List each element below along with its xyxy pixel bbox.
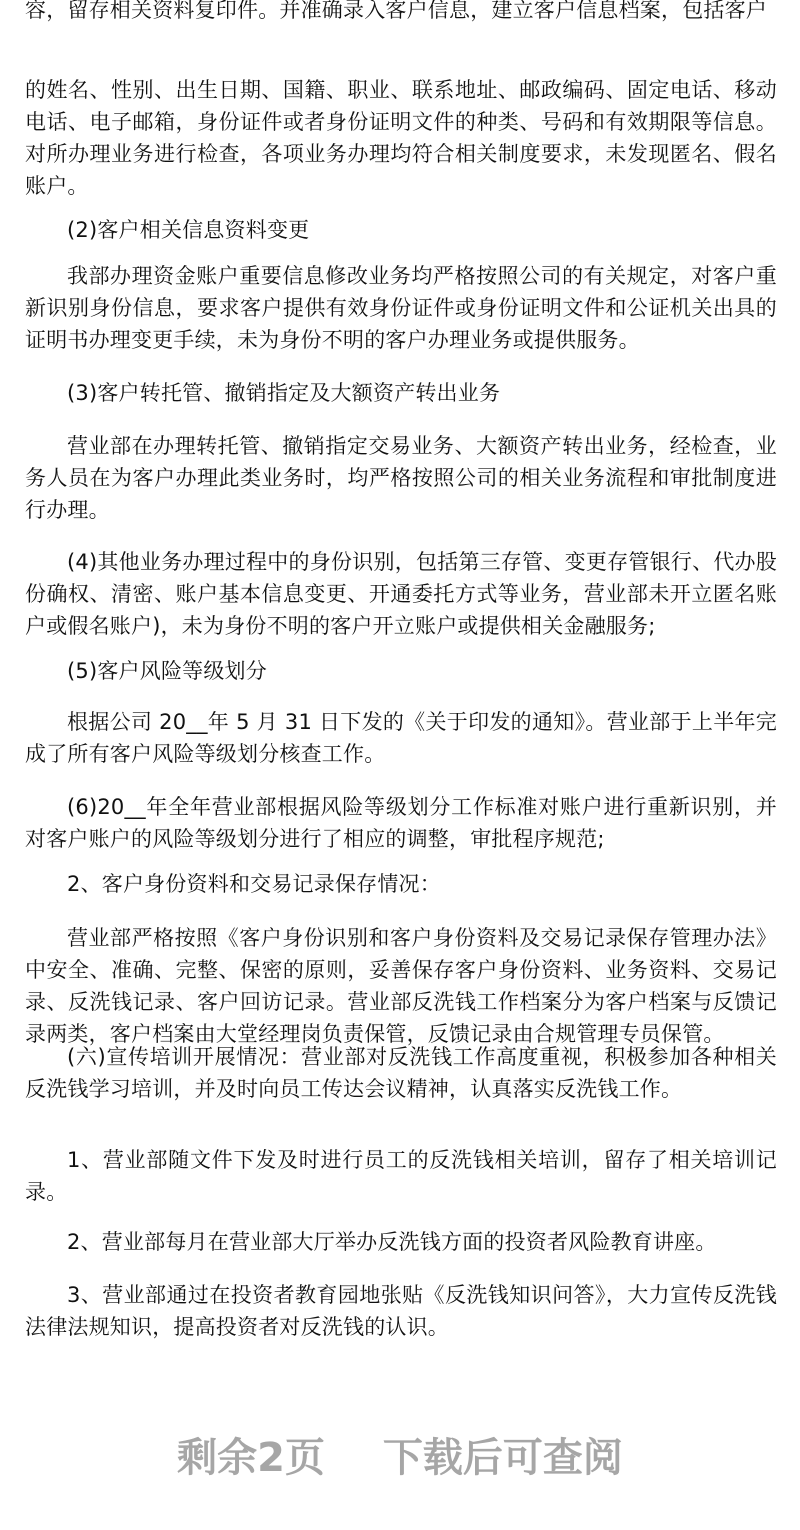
paragraph: 2、营业部每月在营业部大厅举办反洗钱方面的投资者风险教育讲座。 xyxy=(67,1230,717,1254)
section-heading: 2、客户身份资料和交易记录保存情况： xyxy=(67,872,441,896)
remaining-pages-label: 剩余2页 xyxy=(177,1435,325,1481)
download-to-read-label: 下载后可查阅 xyxy=(382,1435,623,1481)
paragraph: (4)其他业务办理过程中的身份识别，包括第三存管、变更存管银行、代办股份确权、清密、账户基本信息变更、开通委托方式等业务，营业部未开立匿名账户或假名账户)，未为身份不明的客户开立账户或提供相关金融服务; xyxy=(25,550,777,638)
paragraph: 我部办理资金账户重要信息修改业务均严格按照公司的有关规定，对客户重新识别身份信息，要求客户提供有效身份证件或身份证明文件和公证机关出具的证明书办理变更手续，未为身份不明的客户办理业务或提供服务。 xyxy=(25,264,777,352)
section-heading: (5)客户风险等级划分 xyxy=(67,659,267,683)
paragraph: 3、营业部通过在投资者教育园地张贴《反洗钱知识问答》，大力宣传反洗钱法律法规知识，提高投资者对反洗钱的认识。 xyxy=(25,1283,777,1339)
download-prompt[interactable] xyxy=(0,1426,800,1483)
paragraph: 营业部在办理转托管、撤销指定交易业务、大额资产转出业务，经检查，业务人员在为客户办理此类业务时，均严格按照公司的相关业务流程和审批制度进行办理。 xyxy=(25,434,777,522)
section-heading: (2)客户相关信息资料变更 xyxy=(67,218,310,242)
paragraph-fragment: 容，留存相关资料复印件。并准确录入客户信息，建立客户信息档案，包括客户 xyxy=(25,0,767,22)
section-heading: (3)客户转托管、撤销指定及大额资产转出业务 xyxy=(67,381,501,405)
paragraph: (六)宣传培训开展情况：营业部对反洗钱工作高度重视，积极参加各种相关反洗钱学习培训，并及时向员工传达会议精神，认真落实反洗钱工作。 xyxy=(25,1045,777,1101)
paragraph: 1、营业部随文件下发及时进行员工的反洗钱相关培训，留存了相关培训记录。 xyxy=(25,1148,777,1204)
paragraph: 的姓名、性别、出生日期、国籍、职业、联系地址、邮政编码、固定电话、移动电话、电子邮箱，身份证件或者身份证明文件的种类、号码和有效期限等信息。对所办理业务进行检查，各项业务办理均符合相关制度要求，未发现匿名、假名账户。 xyxy=(25,78,777,198)
paragraph: 根据公司 20__年 5 月 31 日下发的《关于印发的通知》。营业部于上半年完成了所有客户风险等级划分核查工作。 xyxy=(25,710,777,766)
paragraph: (6)20__年全年营业部根据风险等级划分工作标准对账户进行重新识别，并对客户账户的风险等级划分进行了相应的调整，审批程序规范; xyxy=(25,795,777,851)
paragraph: 营业部严格按照《客户身份识别和客户身份资料及交易记录保存管理办法》中安全、准确、完整、保密的原则，妥善保存客户身份资料、业务资料、交易记录、反洗钱记录、客户回访记录。营业部反洗钱工作档案分为客户档案与反馈记录两类，客户档案由大堂经理岗负责保管，反馈记录由合规管理专员保管。 xyxy=(25,926,777,1046)
